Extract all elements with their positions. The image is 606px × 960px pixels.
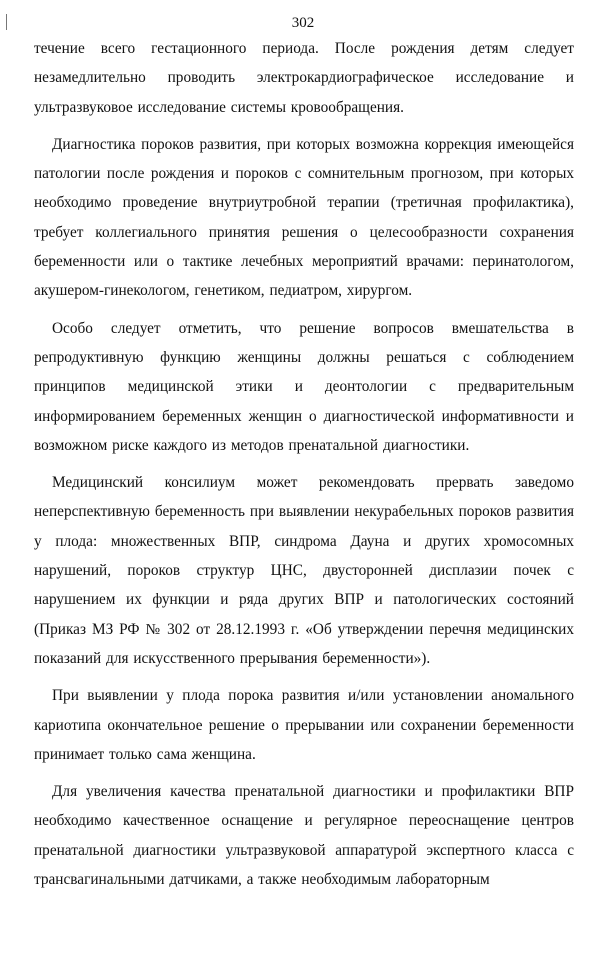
paragraph-diagnostics-defects: Диагностика пороков развития, при которых возможна коррекция имеющейся патологии после рождения и пороков с сомнительным прогнозом, при которых необходимо проведение внутриутробной терапии (третичная профилактика), требует коллегиального принятия решения о целесообразности сохранения беременности или о тактике лечебных мероприятий врачами: перинатологом, акушером-гинекологом, генетиком, педиатром, хирургом.	[34, 135, 574, 300]
paragraph-gestation-continuation: течение всего гестационного периода. После рождения детям следует незамедлительно проводить электрокардиографическое исследование и ультразвуковое исследование системы кровообращения.	[34, 40, 574, 116]
paragraph-medical-council: Медицинский консилиум может рекомендовать прервать заведомо неперспективную беременность при выявлении некурабельных пороков развития у плода: множественных ВПР, синдрома Дауна и других хромосомных нарушений, пороков структур ЦНС, двусторонней дисплазии почек с нарушением их функции и ряда других ВПР и патологических состояний (Приказ МЗ РФ № 302 от 28.12.1993 г. «Об утверждении перечня медицинских показаний для искусственного прерывания беременности»).	[34, 474, 574, 667]
document-body	[34, 34, 574, 902]
paragraph-equipment: Для увеличения качества пренатальной диагностики и профилактики ВПР необходимо качественное оснащение и регулярное переоснащение центров пренатальной диагностики ультразвуковой аппаратурой экспертного класса с трансвагинальными датчиками, а также необходимым лабораторным	[34, 783, 574, 889]
paragraph-woman-decision: При выявлении у плода порока развития и/или установлении аномального кариотипа окончательное решение о прерывании или сохранении беременности принимает только сама женщина.	[34, 687, 574, 763]
page-number: 302	[291, 15, 315, 31]
paragraph-reproductive-intervention: Особо следует отметить, что решение вопросов вмешательства в репродуктивную функцию женщины должны решаться с соблюдением принципов медицинской этики и деонтологии с предварительным информированием беременных женщин о диагностической информативности и возможном риске каждого из методов пренатальной диагностики.	[34, 319, 574, 454]
